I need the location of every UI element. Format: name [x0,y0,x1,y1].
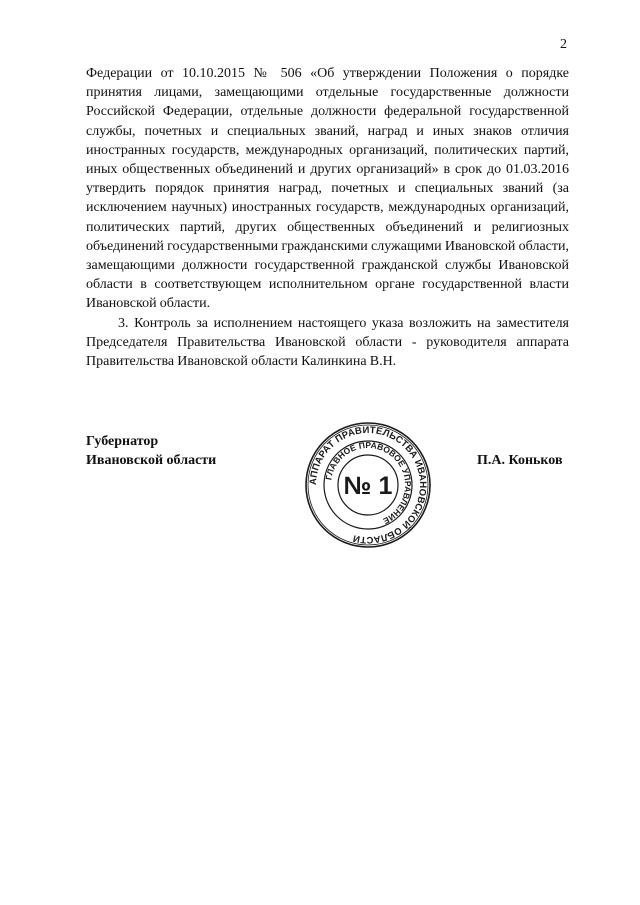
paragraph-control-clause: 3. Контроль за исполнением настоящего указа возложить на заместителя Председателя Правительства Ивановской области - руководителя аппарата Правительства Ивановской области Калинкина В.Н. [86,315,569,370]
paragraph-decree-reference: Федерации от 10.10.2015 № 506 «Об утверждении Положения о порядке принятия лицами, замещающими отдельные государственные должности Российской Федерации, отдельные должности федеральной государственной службы, почетных и специальных званий, наград и иных знаков отличия иностранных государств, международных организаций, политических партий, иных общественных объединений и других организаций» в срок до 01.03.2016 утвердить порядок принятия наград, почетных и специальных званий (за исключением научных) иностранных государств, международных организаций, политических партий, других общественных объединений и религиозных объединений государственными гражданскими служащими Ивановской области, замещающими должности государственной гражданской службы Ивановской области в соответствующем исполнительном органе государственной власти Ивановской области. [86,66,569,312]
stamp-inner-text: ГЛАВНОЕ ПРАВОВОЕ УПРАВЛЕНИЕ [323,439,414,527]
stamp-outer-text: АППАРАТ ПРАВИТЕЛЬСТВА ИВАНОВСКОЙ ОБЛАСТИ [307,424,429,546]
page-number: 2 [560,37,567,52]
signatory-title: Губернатор [86,434,159,449]
signatory-region: Ивановской области [86,453,217,468]
document-body [86,64,569,371]
stamp-center-text: № 1 [343,472,393,500]
signatory-name: П.А. Коньков [477,453,563,468]
official-stamp [304,421,432,549]
signatory-position [86,432,216,470]
